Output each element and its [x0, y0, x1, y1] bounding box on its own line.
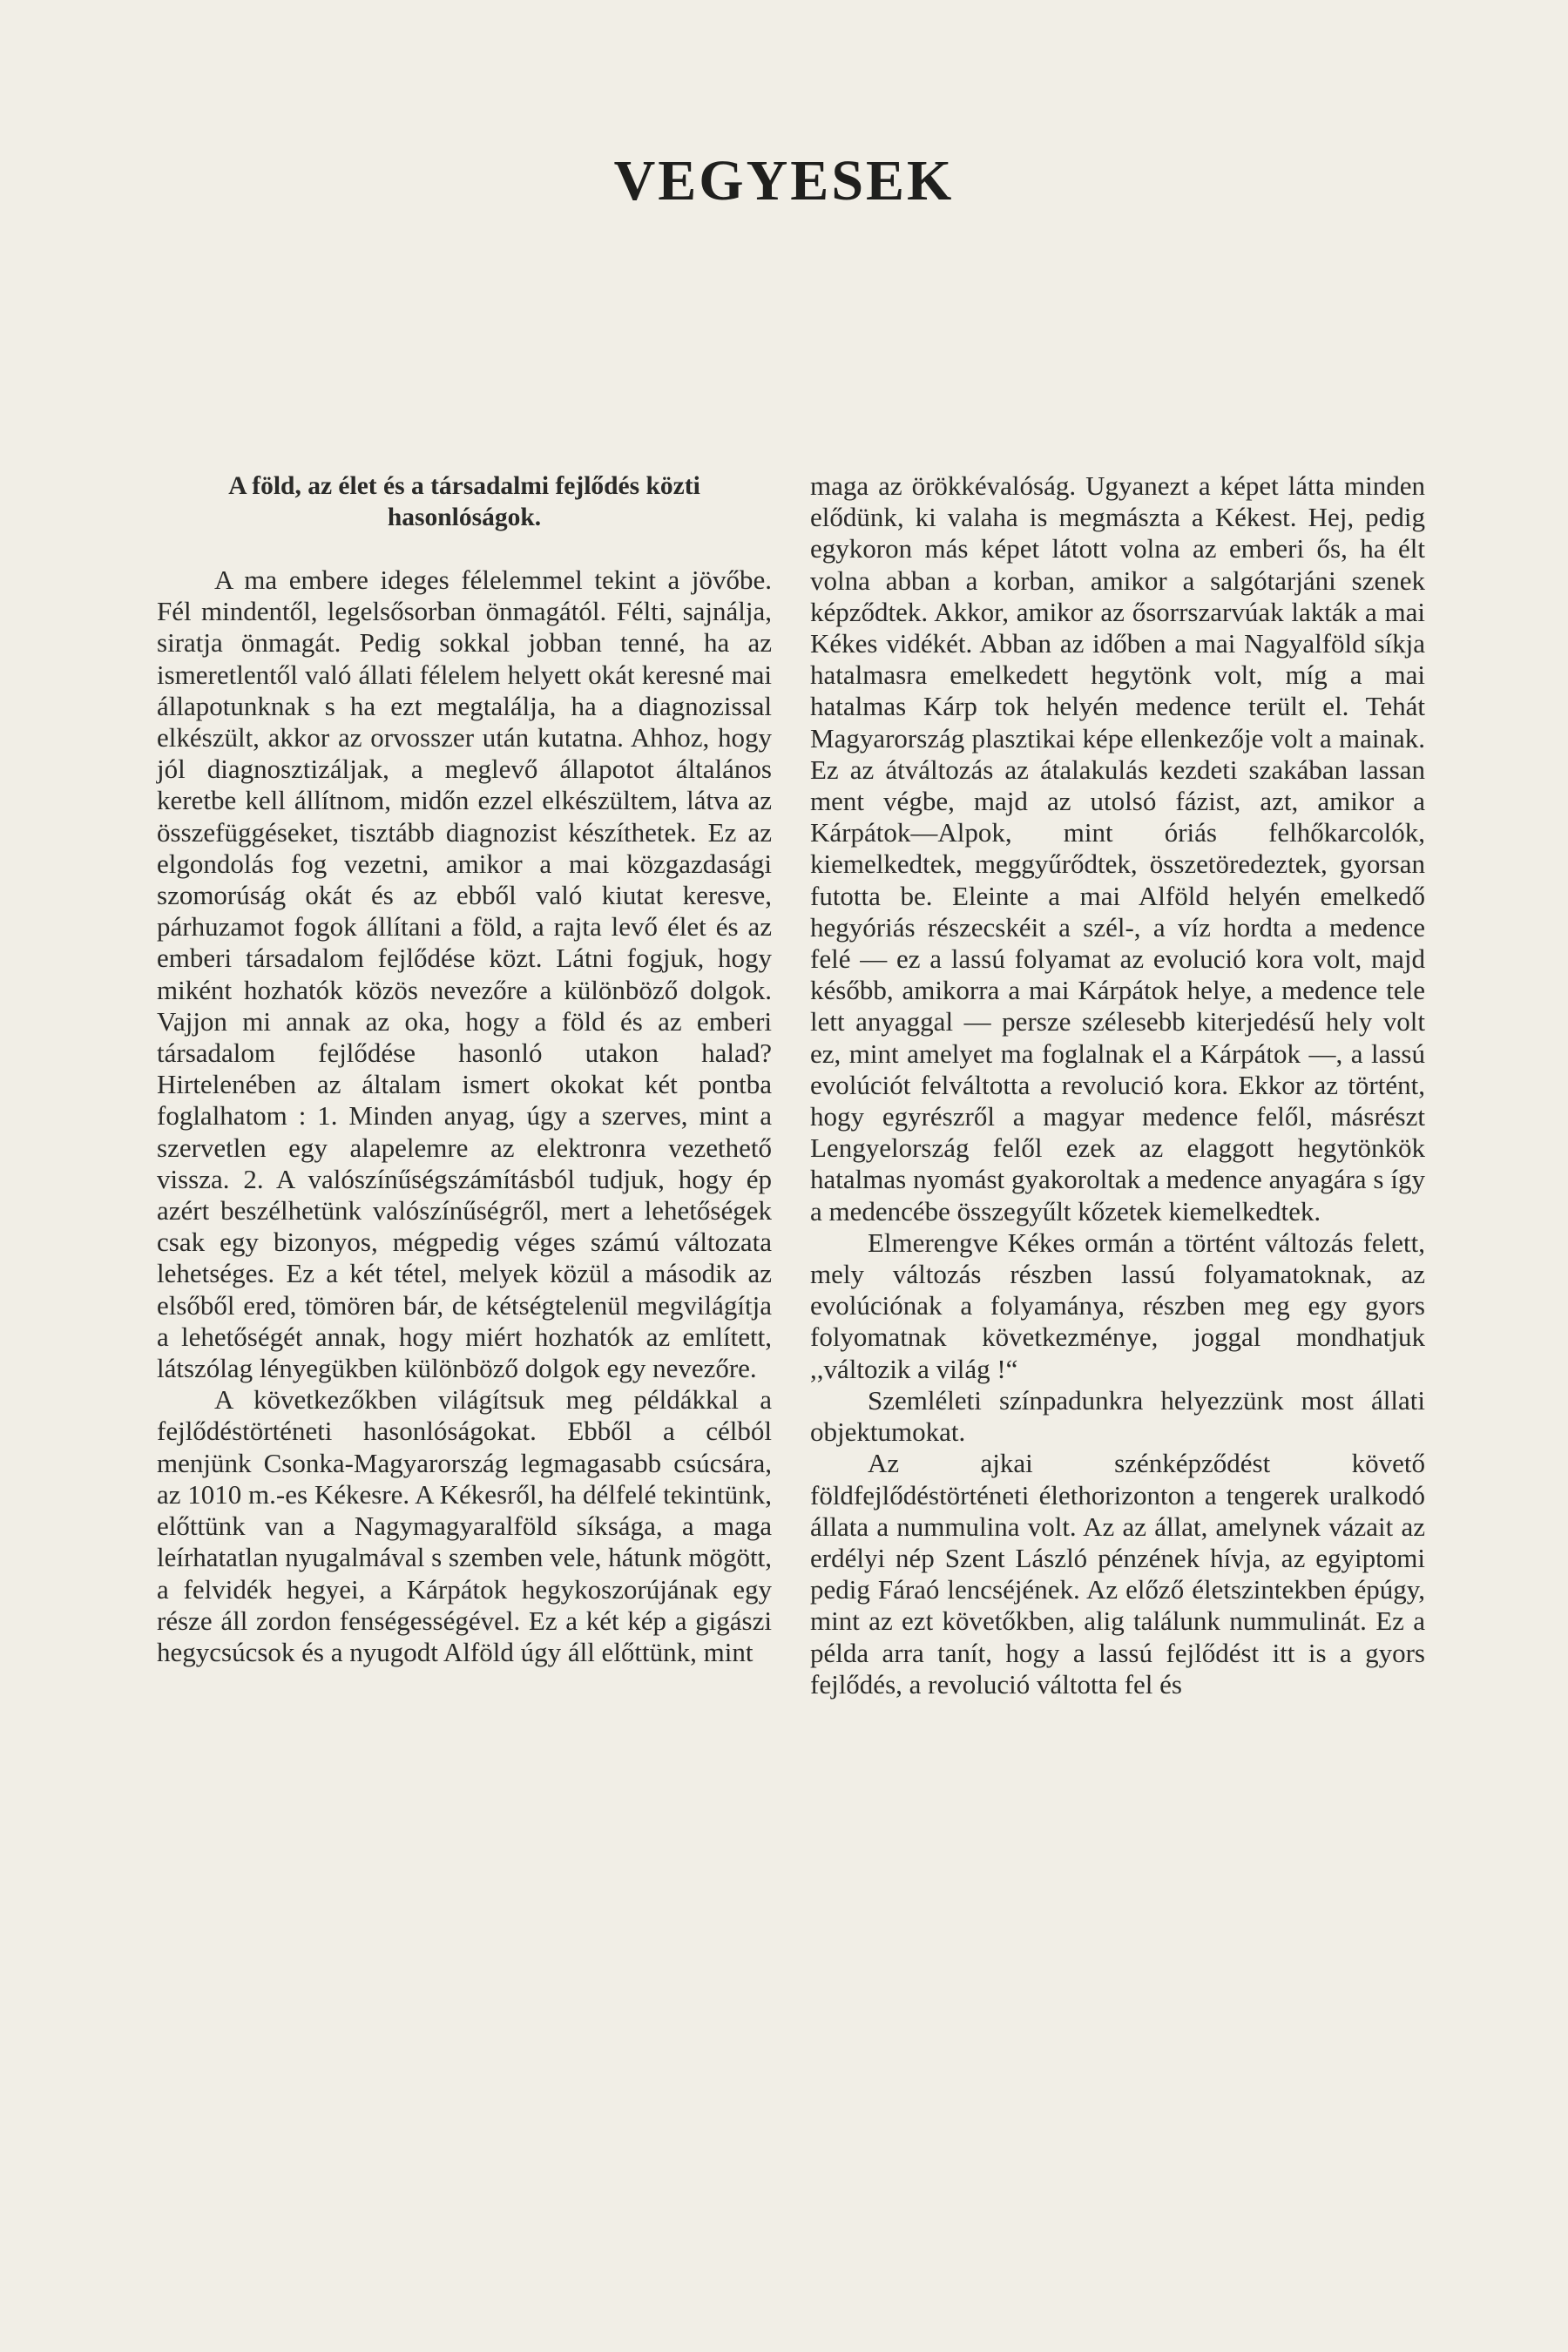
paragraph: Az ajkai szénképződést követő földfejlődéstörténeti élethorizonton a tengerek uralkodó állata a nummulina volt. Az az állat, amelynek vázait az erdélyi nép Szent László pénzének hívja, az egyiptomi pedig Fáraó lencséjének. Az előző életszintekben épúgy, mint az ezt követőkben, alig találunk nummulinát. Ez a példa arra tanít, hogy a lassú fejlődést itt is a gyors fejlődés, a revolució váltotta fel és — [810, 1448, 1425, 1700]
paragraph: maga az örökkévalóság. Ugyanezt a képet látta minden elődünk, ki valaha is megmászta a Kékest. Hej, pedig egykoron más képet látott volna az emberi ős, ha élt volna abban a korban, amikor a salgótarjáni szenek képződtek. Akkor, amikor az ősorrszarvúak lakták a mai Kékes vidékét. Abban az időben a mai Nagyalföld síkja hatalmasra emelkedett hegytönk volt, míg a mai hatalmas Kárp tok helyén medence terült el. Tehát Magyarország plasztikai képe ellenkezője volt a mainak. Ez az átváltozás az átalakulás kezdeti szakában lassan ment végbe, majd az utolsó fázist, azt, amikor a Kárpátok—Alpok, mint óriás felhőkarcolók, kiemelkedtek, meggyűrődtek, összetöredeztek, gyorsan futotta be. Eleinte a mai Alföld helyén emelkedő hegyóriás részecskéit a szél-, a víz hordta a medence felé — ez a lassú folyamat az evolució kora volt, majd később, amikorra a mai Kárpátok helye, a medence tele lett anyaggal — persze szélesebb kiterjedésű hely volt ez, mint amelyet ma foglalnak el a Kárpátok —, a lassú evolúciót felváltotta a revolució kora. Ekkor az történt, hogy egyrészről a magyar medence felől, másrészt Lengyelország felől ezek az elaggott hegytönkök hatalmas nyomást gyakoroltak a medence anyagára s így a medencébe összegyűlt kőzetek kiemelkedtek. — [810, 470, 1425, 1227]
paragraph: Szemléleti színpadunkra helyezzünk most állati objektumokat. — [810, 1384, 1425, 1448]
left-column — [157, 470, 772, 1668]
paragraph: A következőkben világítsuk meg példákkal a fejlődéstörténeti hasonlóságokat. Ebből a célból menjünk Csonka-Magyarország legmagasabb csúcsára, az 1010 m.-es Kékesre. A Kékesről, ha délfelé tekintünk, előttünk van a Nagymagyaralföld síksága, a maga leírhatatlan nyugalmával s szemben vele, hátunk mögött, a felvidék hegyei, a Kárpátok hegykoszorújának egy része áll zordon fenségességével. Ez a két kép a gigászi hegycsúcsok és a nyugodt Alföld úgy áll előttünk, mint — [157, 1384, 772, 1667]
right-column — [810, 470, 1425, 1700]
paragraph: A ma embere ideges félelemmel tekint a jövőbe. Fél mindentől, legelsősorban önmagától. Félti, sajnálja, siratja önmagát. Pedig sokkal jobban tenné, ha az ismeretlentől való állati félelem helyett okát keresné mai állapotunknak s ha ezt megtalálja, ha a diagnozissal elkészült, akkor az orvosszer után kutatna. Ahhoz, hogy jól diagnosztizáljak, a meglevő állapotot általános keretbe kell állítnom, midőn ezzel elkészültem, látva az összefüggéseket, tisztább diagnozist készíthetek. Ez az elgondolás fog vezetni, amikor a mai közgazdasági szomorúság okát és az ebből való kiutat keresve, párhuzamot fogok állítani a föld, a rajta levő élet és az emberi társadalom fejlődése közt. Látni fogjuk, hogy miként hozhatók közös nevezőre a különböző dolgok. Vajjon mi annak az oka, hogy a föld és az emberi társadalom fejlődése hasonló utakon halad? Hirtelenében az általam ismert okokat két pontba foglalhatom : 1. Minden anyag, úgy a szerves, mint a szervetlen egy alapelemre az elektronra vezethető vissza. 2. A valószínűségszámításból tudjuk, hogy ép azért beszélhetünk valószínűségről, mert a lehetőségek csak egy bizonyos, mégpedig véges számú változata lehetséges. Ez a két tétel, melyek közül a második az elsőből ered, tömören bár, de kétségtelenül megvilágítja a lehetőségét annak, hogy miért hozhatók az említett, látszólag lényegükben különböző dolgok egy nevezőre. — [157, 564, 772, 1384]
article-title: A föld, az élet és a társadalmi fejlődés közti hasonlóságok. — [228, 472, 700, 531]
paragraph: Elmerengve Kékes ormán a történt változás felett, mely változás részben lassú folyamatoknak, az evolúciónak a folyamánya, részben meg egy gyors folyomatnak következménye, joggal mondhatjuk ,,változik a világ !“ — [810, 1227, 1425, 1384]
page-title: VEGYESEK — [613, 149, 955, 213]
